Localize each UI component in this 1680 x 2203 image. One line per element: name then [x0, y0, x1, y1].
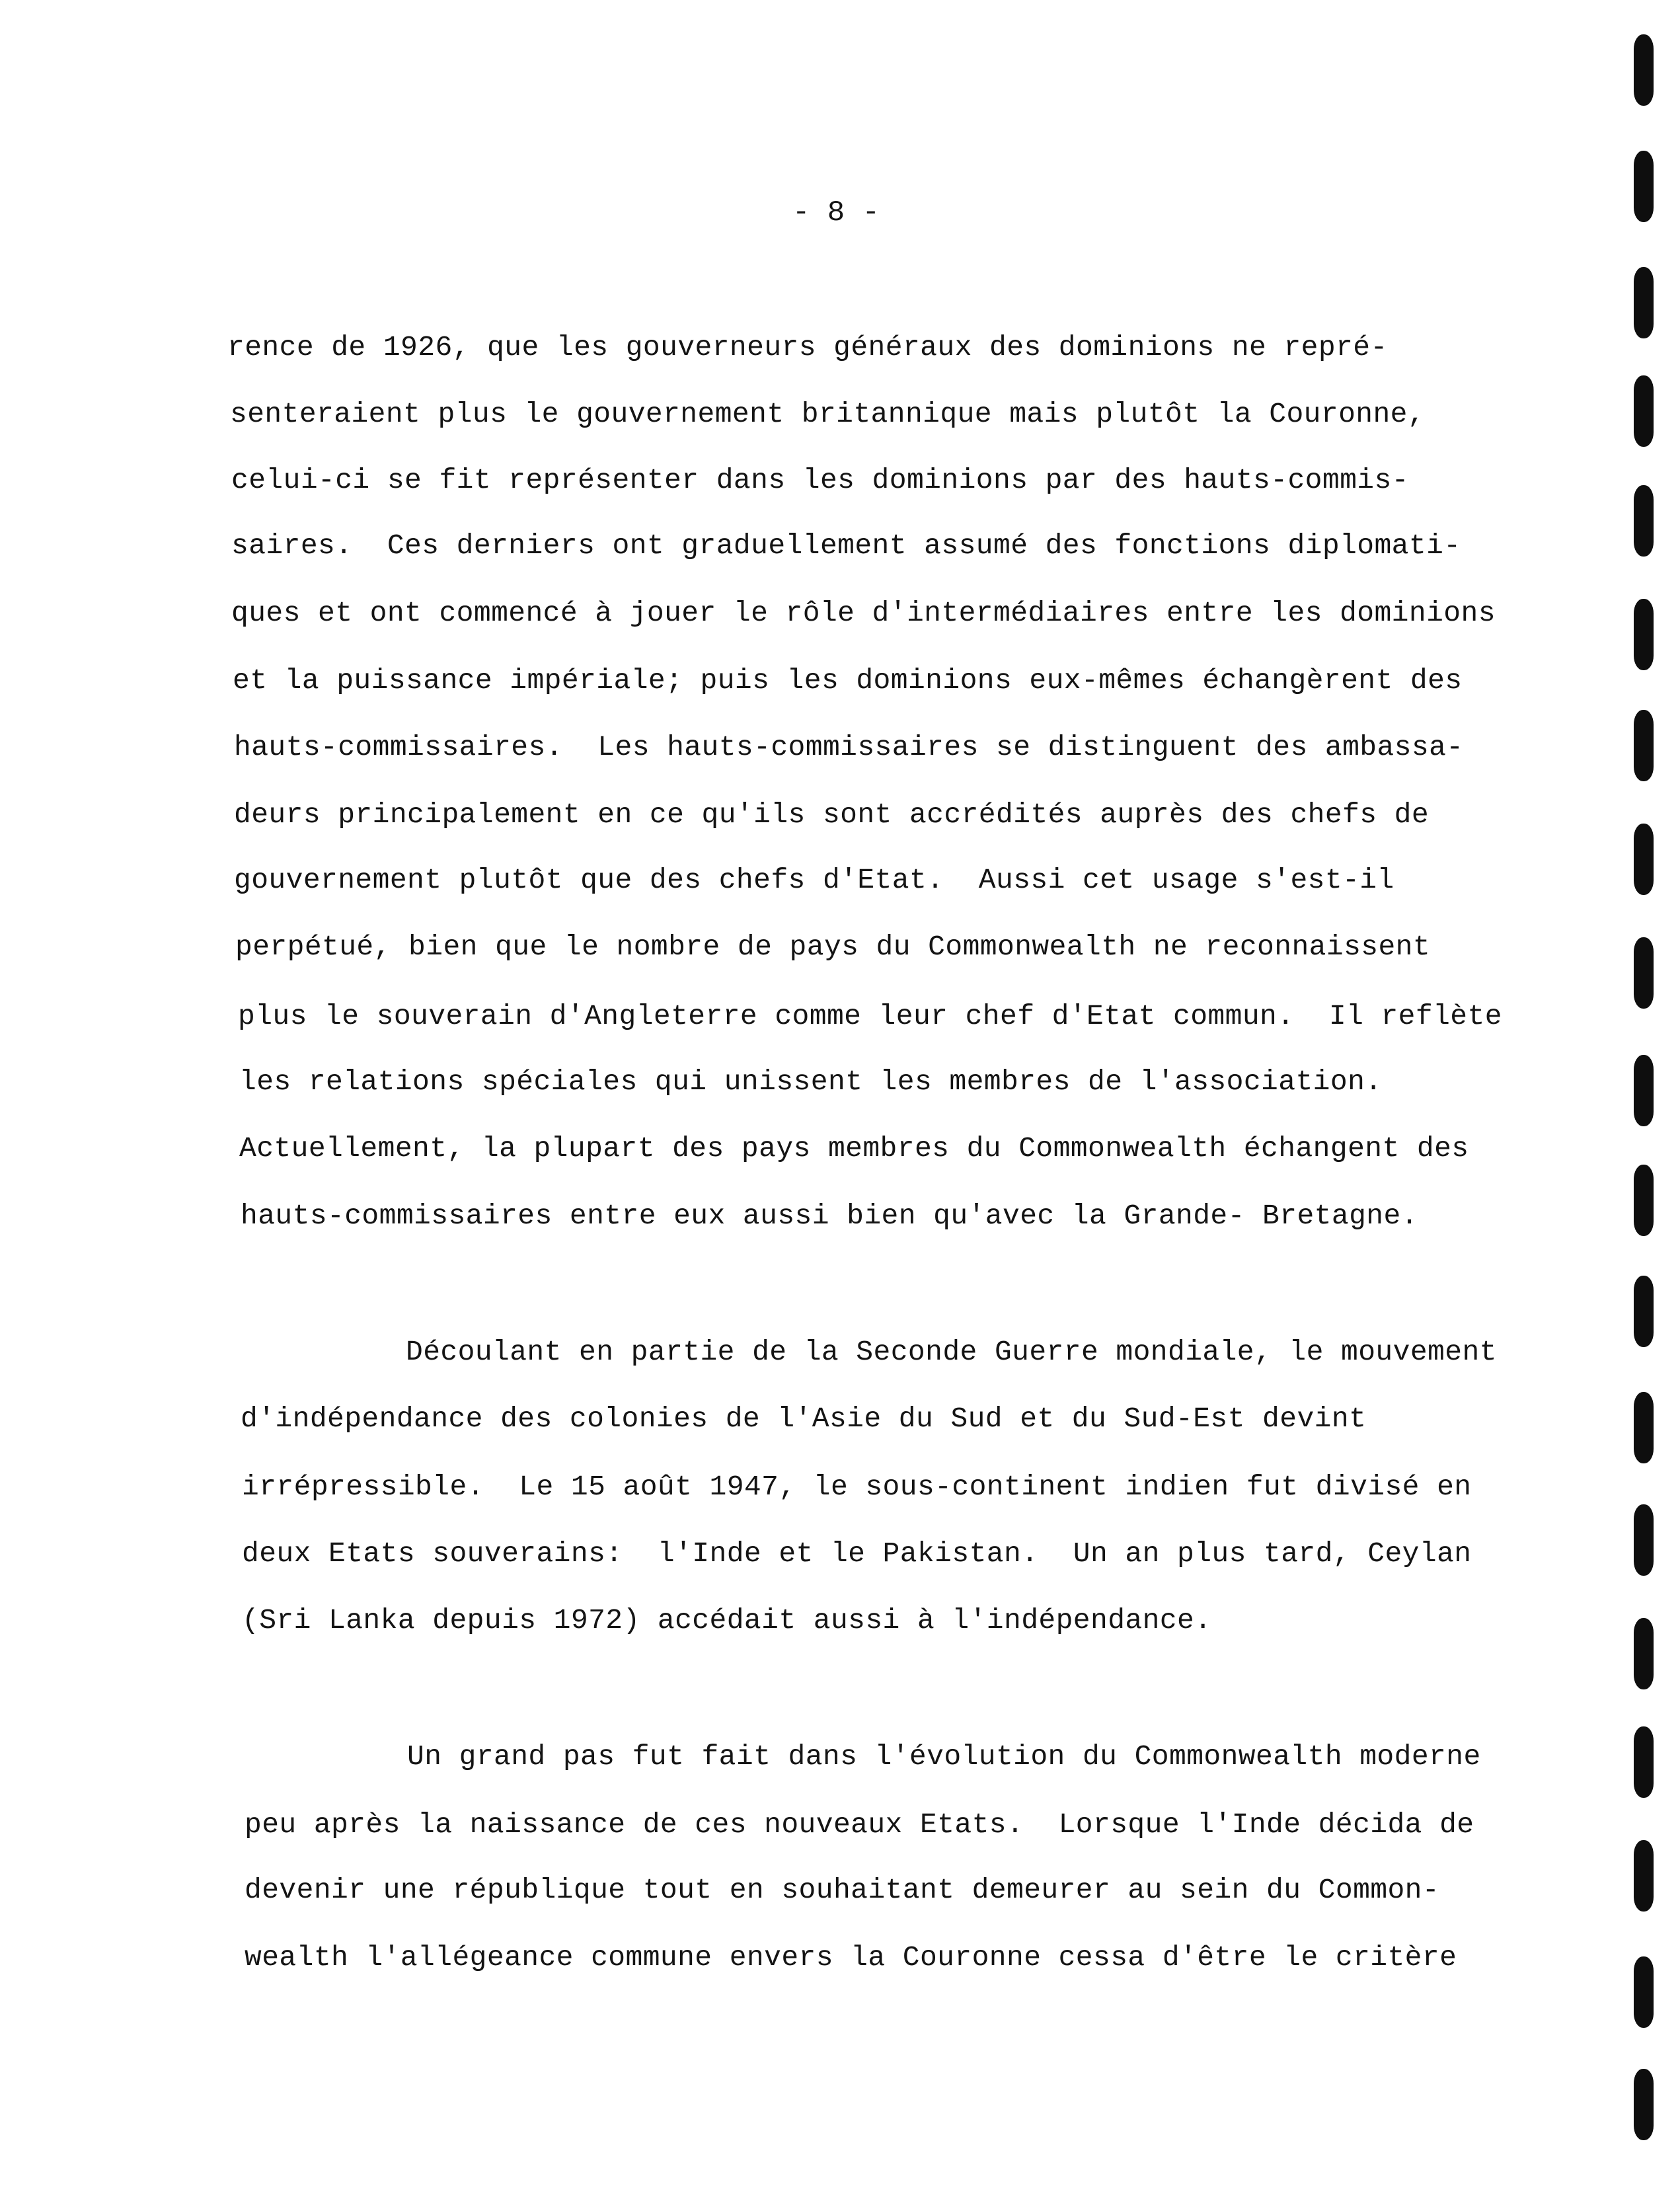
text-line: (Sri Lanka depuis 1972) accédait aussi à l'indépendance.	[242, 1604, 1212, 1637]
text-line: Un grand pas fut fait dans l'évolution du Commonwealth moderne	[407, 1740, 1481, 1773]
text-line: deurs principalement en ce qu'ils sont accrédités auprès des chefs de	[234, 798, 1430, 831]
text-line: celui-ci se fit représenter dans les dominions par des hauts-commis-	[231, 464, 1409, 496]
text-line: ques et ont commencé à jouer le rôle d'intermédiaires entre les dominions	[231, 597, 1496, 629]
binding-mark	[1634, 375, 1654, 447]
text-line: irrépressible. Le 15 août 1947, le sous-continent indien fut divisé en	[242, 1471, 1472, 1503]
text-line: hauts-commissaires entre eux aussi bien qu'avec la Grande- Bretagne.	[241, 1200, 1418, 1232]
binding-mark	[1634, 485, 1654, 557]
binding-mark	[1634, 1504, 1654, 1576]
binding-mark	[1634, 267, 1654, 338]
text-line: wealth l'allégeance commune envers la Couronne cessa d'être le critère	[245, 1941, 1457, 1974]
text-line: senteraient plus le gouvernement britannique mais plutôt la Couronne,	[230, 398, 1426, 430]
binding-mark	[1634, 34, 1654, 106]
text-line: gouvernement plutôt que des chefs d'Etat. Aussi cet usage s'est-il	[234, 864, 1394, 896]
text-line: devenir une république tout en souhaitant demeurer au sein du Common-	[245, 1874, 1440, 1906]
text-line: peu après la naissance de ces nouveaux Etats. Lorsque l'Inde décida de	[245, 1808, 1474, 1841]
text-line: les relations spéciales qui unissent les membres de l'association.	[239, 1065, 1383, 1098]
binding-mark	[1634, 1055, 1654, 1126]
binding-mark	[1634, 937, 1654, 1009]
binding-mark	[1634, 1618, 1654, 1689]
binding-mark	[1634, 599, 1654, 670]
binding-mark	[1634, 1840, 1654, 1912]
text-line: plus le souverain d'Angleterre comme leur chef d'Etat commun. Il reflète	[238, 1000, 1502, 1032]
page-number: - 8 -	[792, 196, 880, 229]
text-line: saires. Ces derniers ont graduellement assumé des fonctions diplomati-	[231, 529, 1461, 562]
text-line: et la puissance impériale; puis les dominions eux-mêmes échangèrent des	[233, 664, 1463, 697]
binding-mark	[1634, 1956, 1654, 2028]
binding-mark	[1634, 151, 1654, 222]
text-line: hauts-commissaires. Les hauts-commissaires se distinguent des ambassa-	[234, 731, 1464, 763]
text-line: Actuellement, la plupart des pays membres du Commonwealth échangent des	[239, 1132, 1469, 1165]
text-line: Découlant en partie de la Seconde Guerre mondiale, le mouvement	[406, 1336, 1497, 1368]
binding-mark	[1634, 1276, 1654, 1347]
binding-mark	[1634, 1392, 1654, 1463]
text-line: deux Etats souverains: l'Inde et le Pakistan. Un an plus tard, Ceylan	[242, 1537, 1472, 1570]
binding-mark	[1634, 1165, 1654, 1236]
text-line: rence de 1926, que les gouverneurs généraux des dominions ne repré-	[227, 331, 1388, 364]
binding-mark	[1634, 2069, 1654, 2140]
binding-mark	[1634, 710, 1654, 781]
binding-mark	[1634, 1726, 1654, 1798]
text-line: d'indépendance des colonies de l'Asie du Sud et du Sud-Est devint	[241, 1403, 1367, 1435]
text-line: perpétué, bien que le nombre de pays du Commonwealth ne reconnaissent	[235, 931, 1431, 963]
binding-mark	[1634, 824, 1654, 895]
